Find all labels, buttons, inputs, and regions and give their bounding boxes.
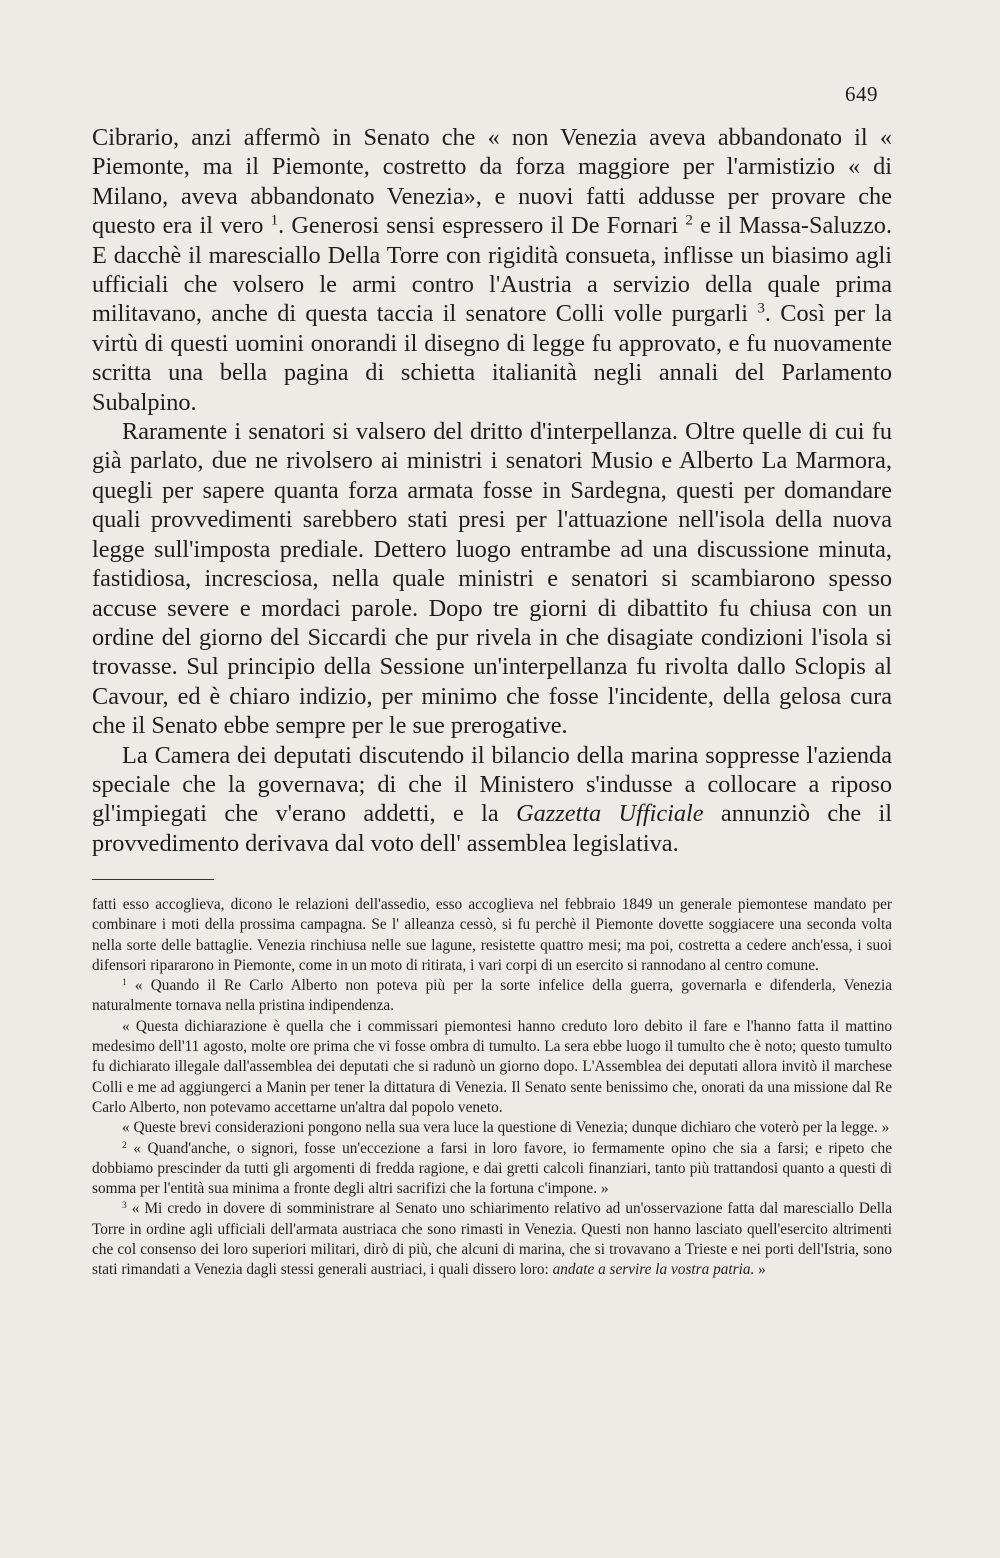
footnote [92,895,892,976]
text-segment: « Mi credo in dovere di somministrare al Senato uno schiarimento relativo ad un'osservazione fatta dal maresciallo Della Torre in ordine agli ufficiali dell'armata austriaca che sono rimasti in Venezia. Questi non hanno lasciato quell'esercito altrimenti che col consenso dei loro superiori militari, dirò di più, che alcuni di marina, che si trovavano a Trieste e nei porti dell'Istria, sono stati rimandati a Venezia dagli stessi generali austriaci, i quali dissero loro: [92,1200,892,1279]
body-paragraph [92,741,892,859]
text-segment: Cibrario, anzi affermò in Senato che « non Venezia aveva abbandonato il « Piemonte, ma il Piemonte, costretto da forza maggiore per l'armistizio « di Milano, aveva abbandonato Venezia», e nuovi fatti addusse per provare che questo era il vero [92,124,892,240]
italic-text: andate a servire la vostra patria. [552,1261,755,1279]
footnote-marker: 2 [122,1140,127,1151]
footnote-marker: 3 [757,301,765,318]
footnote-marker: 3 [122,1201,127,1212]
text-segment: . Così per la virtù di questi uomini onorandi il disegno di legge fu approvato, e fu nuovamente scritta una bella pagina di schietta italianità negli annali del Parlamento Subalpino. [92,300,892,416]
text-segment: . Generosi sensi espressero il De Fornari [278,212,686,240]
footnote [92,1118,892,1138]
italic-text: Gazzetta Ufficiale [516,800,704,828]
text-segment: « Questa dichiarazione è quella che i commissari piemontesi hanno creduto loro debito il fare e l'hanno fatta il mattino medesimo dell'11 agosto, molte ore prima che vi fosse ombra di tumulto. La sera ebbe luogo il tumulto che è noto; questo tumulto fu dichiarato illegale dall'assemblea dei deputati che si radunò un giorno dopo. L'Assemblea dei deputati allora invitò il marchese Colli e me ad aggiungerci a Manin per tener la dittatura di Venezia. Il Senato sente benissimo che, onorati da una missione dal Re Carlo Alberto, non potevamo accettarne un'altra dal popolo veneto. [92,1017,892,1116]
footnotes [92,895,892,1281]
text-segment: fatti esso accoglieva, dicono le relazioni dell'assedio, esso accoglieva nel febbraio 1849 un generale piemontese mandato per combinare i moti della prossima campagna. Se l' alleanza cessò, si fu perchè il Piemonte dovette soggiacere una seconda volta nella sorte delle battaglie. Venezia rinchiusa nelle sue lagune, resistette quattro mesi; ma poi, costretta a cedere anch'essa, i suoi difensori ripararono in Piemonte, come in un moto di ritirata, i vari corpi di un esercito si rannodano al centro comune. [92,896,892,974]
text-segment: » [754,1261,766,1279]
footnote-marker: 1 [270,212,279,229]
footnote-marker: 2 [685,212,693,229]
text-segment: e il Massa-Saluzzo. E dacchè il maresciallo Della Torre con rigidità consueta, inflisse un biasimo agli ufficiali che volsero le armi contro l'Austria a servizio della quale prima militavano, anche di questa taccia il senatore Colli volle purgarli [92,212,892,328]
footnote [92,1017,892,1118]
text-segment: « Quand'anche, o signori, fosse un'eccezione a farsi in loro favore, io fermamente opino che sia a farsi; e ripeto che dobbiamo prescinder da tutti gli argomenti di fredda ragione, e dai gretti calcoli finanziari, tanto più trattandosi quanto a questi di somma per l'entità sua minima a fronte degli altri sacrifizi che la fortuna c'impone. » [92,1139,892,1198]
body-paragraph [92,123,892,417]
text-segment: « Queste brevi considerazioni pongono nella sua vera luce la questione di Venezia; dunque dichiaro che voterò per la legge. » [122,1119,890,1137]
body-paragraph [92,417,892,740]
footnote-divider [92,879,214,880]
footnote [92,976,892,1017]
footnote-marker: 1 [122,977,127,988]
footnote [92,1199,892,1280]
text-segment: La Camera dei deputati discutendo il bilancio della marina soppresse l'azienda speciale che la governava; di che il Ministero s'indusse a collocare a riposo gl'impiegati che v'erano addetti, e la [92,741,892,828]
text-segment: annunziò che il provvedimento derivava dal voto dell' assemblea legislativa. [92,800,892,857]
main-text [92,123,892,858]
text-segment: « Quando il Re Carlo Alberto non poteva più per la sorte infelice della guerra, governarla e difenderla, Venezia naturalmente tornava nella pristina indipendenza. [92,977,892,1015]
page-number: 649 [845,82,878,106]
footnote [92,1139,892,1200]
text-segment: Raramente i senatori si valsero del dritto d'interpellanza. Oltre quelle di cui fu già parlato, due ne rivolsero ai ministri i senatori Musio e Alberto La Marmora, quegli per sapere quanta forza armata fosse in Sardegna, questi per domandare quali provvedimenti sarebbero stati presi per l'attuazione nell'isola della nuova legge sull'imposta prediale. Dettero luogo entrambe ad una discussione minuta, fastidiosa, incresciosa, nella quale ministri e senatori si scambiarono spesso accuse severe e mordaci parole. Dopo tre giorni di dibattito fu chiusa con un ordine del giorno del Siccardi che pur rivela in che disagiate condizioni l'isola si trovasse. Sul principio della Sessione un'interpellanza fu rivolta dallo Sclopis al Cavour, ed è chiaro indizio, per minimo che fosse l'incidente, della gelosa cura che il Senato ebbe sempre per le sue prerogative. [92,418,892,740]
